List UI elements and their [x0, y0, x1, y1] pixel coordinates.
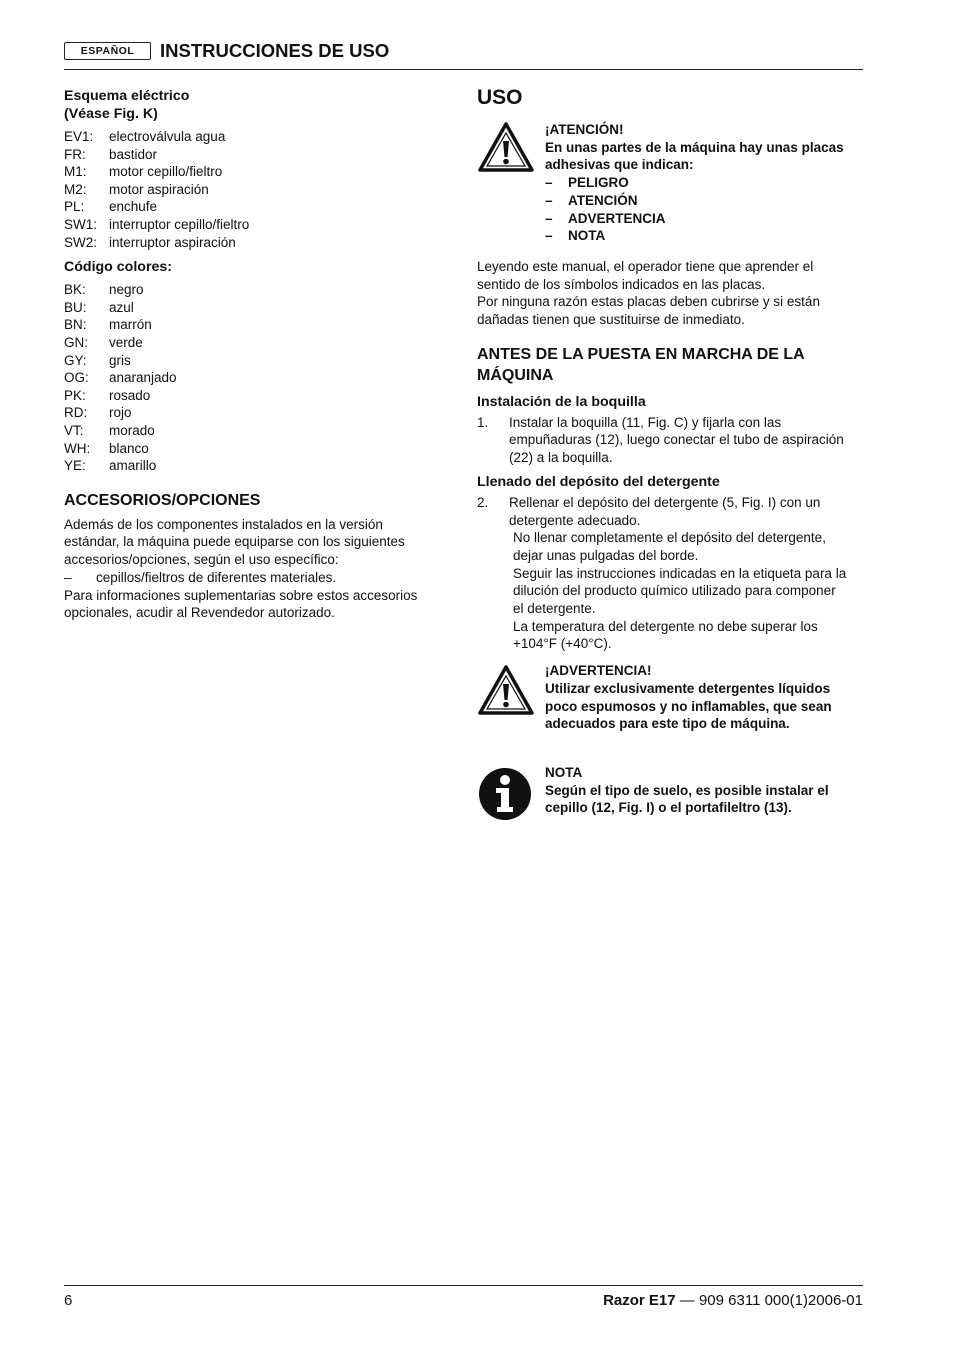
uso-text: Leyendo este manual, el operador tiene que aprender el sentido de los símbolos indicados en las placas. Por ninguna razón estas placas deben cubrirse y si están dañadas tienen que sustituirse de inmediato.	[477, 258, 820, 328]
language-badge: ESPAÑOL	[64, 42, 151, 60]
list-item: EV1: electroválvula agua	[64, 129, 226, 144]
scheme-title: Esquema eléctrico	[64, 88, 190, 104]
list-item: – NOTA	[545, 228, 606, 244]
scheme-ref: (Véase Fig. K)	[64, 106, 158, 122]
list-item: BN: marrón	[64, 317, 152, 333]
list-item: SW1: interruptor cepillo/fieltro	[64, 216, 250, 232]
model-name: Razor E17	[603, 1292, 676, 1309]
document-reference	[603, 1292, 863, 1309]
antes-heading: ANTES DE LA PUESTA EN MARCHA DE LA MÁQUINA	[477, 345, 805, 384]
list-item: RD: rojo	[64, 405, 132, 421]
filling-heading: Llenado del depósito del detergente	[477, 473, 720, 490]
accessories-heading: ACCESORIOS/OPCIONES	[64, 491, 261, 509]
note-text: NOTA Según el tipo de suelo, es posible instalar el cepillo (12, Fig. I) o el portafileltro (13).	[545, 764, 829, 816]
list-item: SW2: interruptor aspiración	[64, 234, 236, 250]
right-column	[477, 86, 863, 827]
list-item: VT: morado	[64, 422, 155, 438]
colors-list	[64, 281, 449, 475]
list-item: GY: gris	[64, 352, 131, 368]
page-number: 6	[64, 1292, 73, 1309]
list-item: BK: negro	[64, 282, 144, 298]
warning-triangle-icon	[477, 662, 545, 733]
list-item: OG: anaranjado	[64, 370, 177, 386]
list-item: – ADVERTENCIA	[545, 210, 666, 226]
installation-heading: Instalación de la boquilla	[477, 393, 646, 410]
colors-title: Código colores:	[64, 259, 172, 276]
uso-heading: USO	[477, 86, 523, 109]
page-footer	[64, 1285, 863, 1309]
attention-text: ¡ATENCIÓN! En unas partes de la máquina hay unas placas adhesivas que indican: – PELIGRO – ATENCIÓN – ADVERTENCIA – NOTA	[545, 121, 863, 245]
list-item: 2. Rellenar el depósito del detergente (5, Fig. I) con un detergente adecuado. No llenar completamente el depósito del detergente, dejar unas pulgadas del borde. Seguir las instrucciones indicadas en la etiqueta para la dilución del producto químico utilizado para componer el detergente. La temperatura del detergente no debe superar los +104°F (+40°C).	[477, 494, 847, 652]
warning-text: ¡ADVERTENCIA! Utilizar exclusivamente detergentes líquidos poco espumosos y no inflamables, que sean adecuados para este tipo de máquina.	[545, 663, 832, 732]
list-item: – cepillos/fieltros de diferentes materiales.	[64, 569, 337, 585]
list-item: YE: amarillo	[64, 458, 157, 474]
list-item: 1. Instalar la boquilla (11, Fig. C) y fijarla con las empuñaduras (12), luego conectar el tubo de aspiración (22) a la boquilla.	[477, 414, 844, 466]
warning-triangle-icon	[477, 121, 545, 245]
list-item: – ATENCIÓN	[545, 192, 638, 208]
page-header	[64, 40, 863, 70]
left-column	[64, 86, 449, 622]
warning-notice	[477, 662, 863, 733]
attention-notice	[477, 121, 863, 245]
list-item: M1: motor cepillo/fieltro	[64, 164, 223, 180]
reference-number: — 909 6311 000(1)2006-01	[675, 1292, 863, 1309]
note-notice	[477, 764, 863, 827]
list-item: PK: rosado	[64, 387, 151, 403]
list-item: WH: blanco	[64, 440, 149, 456]
list-item: FR: bastidor	[64, 146, 158, 162]
list-item: PL: enchufe	[64, 199, 158, 215]
list-item: M2: motor aspiración	[64, 181, 209, 197]
accessories-text: Además de los componentes instalados en la versión estándar, la máquina puede equiparse con los siguientes accesorios/opciones, según el uso específico: – cepillos/fieltros de diferentes materiales. Para informaciones suplementarias sobre estos accesorios opcionales, acudir al Revendedor autorizado.	[64, 516, 449, 622]
info-icon	[477, 764, 545, 827]
document-title: INSTRUCCIONES DE USO	[160, 40, 390, 61]
list-item: BU: azul	[64, 299, 134, 315]
list-item: – PELIGRO	[545, 175, 629, 191]
list-item: GN: verde	[64, 334, 143, 350]
scheme-list	[64, 128, 449, 251]
